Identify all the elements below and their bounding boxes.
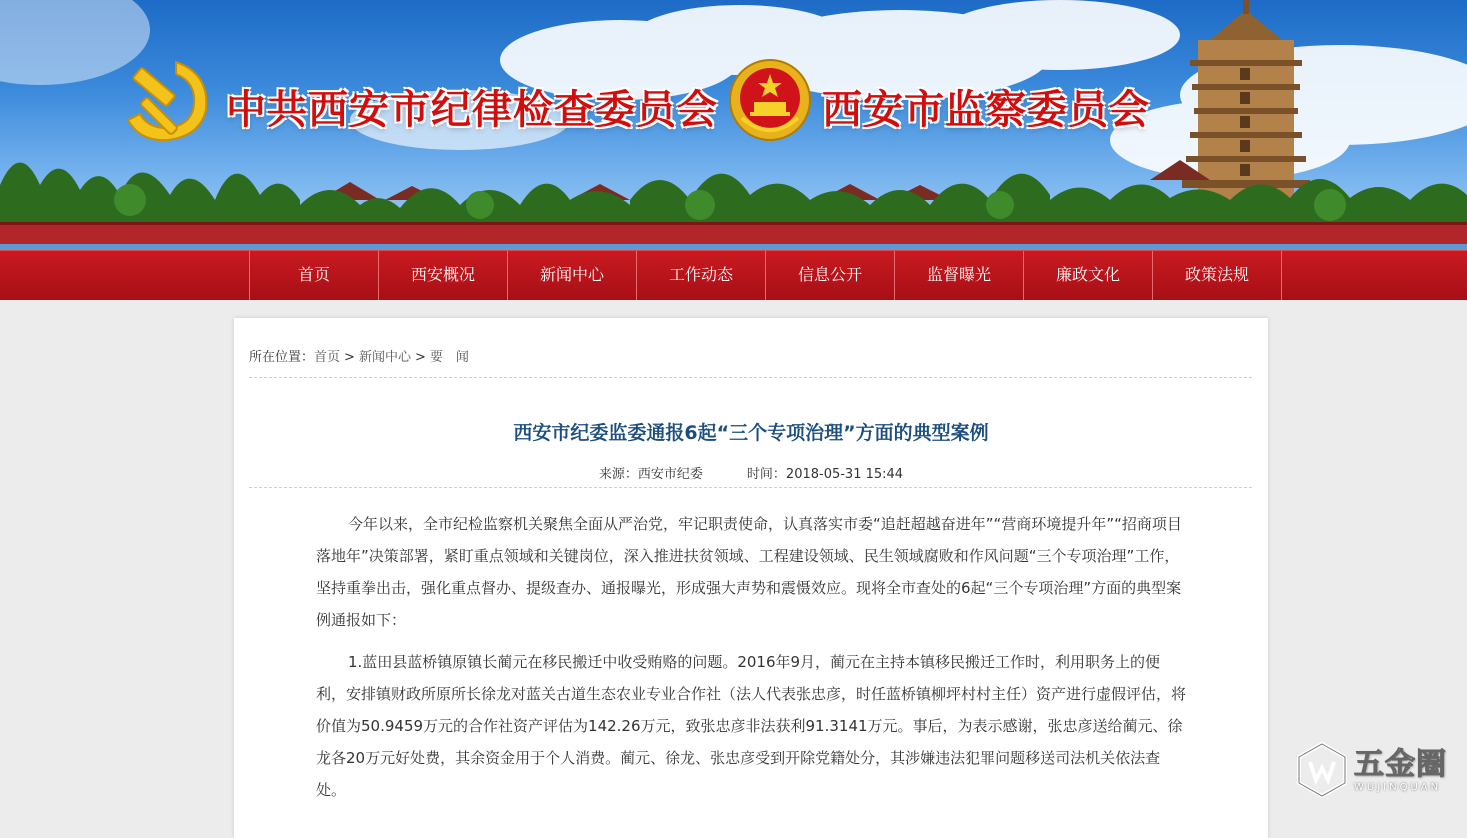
supervision-commission-title: 西安市监察委员会 (822, 86, 1150, 133)
content-panel (234, 318, 1268, 838)
watermark-logo-icon (1296, 742, 1348, 798)
meta-divider (249, 487, 1252, 488)
breadcrumb-separator: > (344, 350, 355, 365)
cpc-commission-title: 中共西安市纪律检查委员会 (226, 86, 718, 133)
nav-item-integrity-culture[interactable]: 廉政文化 (1023, 251, 1152, 300)
national-emblem-icon (728, 58, 812, 142)
article-meta (234, 463, 1268, 482)
nav-item-supervision-exposure[interactable]: 监督曝光 (894, 251, 1023, 300)
breadcrumb-separator: > (414, 350, 426, 365)
article-source: 来源：西安市纪委 (598, 467, 703, 482)
breadcrumb-label: 所在位置： (249, 350, 315, 365)
breadcrumb-headlines-link[interactable]: 要 闻 (429, 350, 469, 365)
watermark-cn-text: 五金圈 (1354, 746, 1447, 782)
breadcrumb (249, 346, 469, 365)
header-banner (0, 0, 1467, 250)
nav-item-policy-regulations[interactable]: 政策法规 (1152, 251, 1282, 300)
nav-item-work-updates[interactable]: 工作动态 (636, 251, 765, 300)
nav-item-xian-overview[interactable]: 西安概况 (378, 251, 507, 300)
watermark-en-text: WUJINQUAN (1354, 781, 1442, 793)
party-emblem-icon (118, 54, 214, 146)
article-paragraph: 1.蓝田县蓝桥镇原镇长蔺元在移民搬迁中收受贿赂的问题。2016年9月，蔺元在主持本镇移民搬迁工作时，利用职务上的便利，安排镇财政所原所长徐龙对蓝关古道生态农业专业合作社（法人代表张忠彦，时任蓝桥镇柳坪村村主任）资产进行虚假评估，将价值为50.9459万元的合作社资产评估为142.26万元，致张忠彦非法获利91.3141万元。事后，为表示感谢，张忠彦送给蔺元、徐龙各20万元好处费，其余资金用于个人消费。蔺元、徐龙、张忠彦受到开除党籍处分，其涉嫌违法犯罪问题移送司法机关依法查处。 (316, 653, 1187, 799)
pagoda-illustration (1182, 0, 1310, 200)
breadcrumb-divider (249, 377, 1252, 378)
breadcrumb-home-link[interactable]: 首页 (314, 350, 341, 365)
nav-item-info-disclosure[interactable]: 信息公开 (765, 251, 894, 300)
breadcrumb-news-link[interactable]: 新闻中心 (358, 350, 411, 365)
article-time: 时间：2018-05-31 15:44 (746, 467, 904, 482)
article-title: 西安市纪委监委通报6起“三个专项治理”方面的典型案例 (513, 422, 989, 444)
article-paragraph: 今年以来，全市纪检监察机关聚焦全面从严治党，牢记职责使命，认真落实市委“追赶超越奋进年”“营商环境提升年”“招商项目落地年”决策部署，紧盯重点领域和关键岗位，深入推进扶贫领域、工程建设领域、民生领域腐败和作风问题“三个专项治理”工作，坚持重拳出击，强化重点督办、提级查办、通报曝光，形成强大声势和震慑效应。现将全市查处的6起“三个专项治理”方面的典型案例通报如下： (316, 515, 1182, 629)
main-nav (0, 250, 1467, 300)
article-body (316, 508, 1186, 816)
nav-item-news-center[interactable]: 新闻中心 (507, 251, 636, 300)
watermark (1296, 742, 1447, 798)
nav-item-home[interactable]: 首页 (249, 251, 378, 300)
